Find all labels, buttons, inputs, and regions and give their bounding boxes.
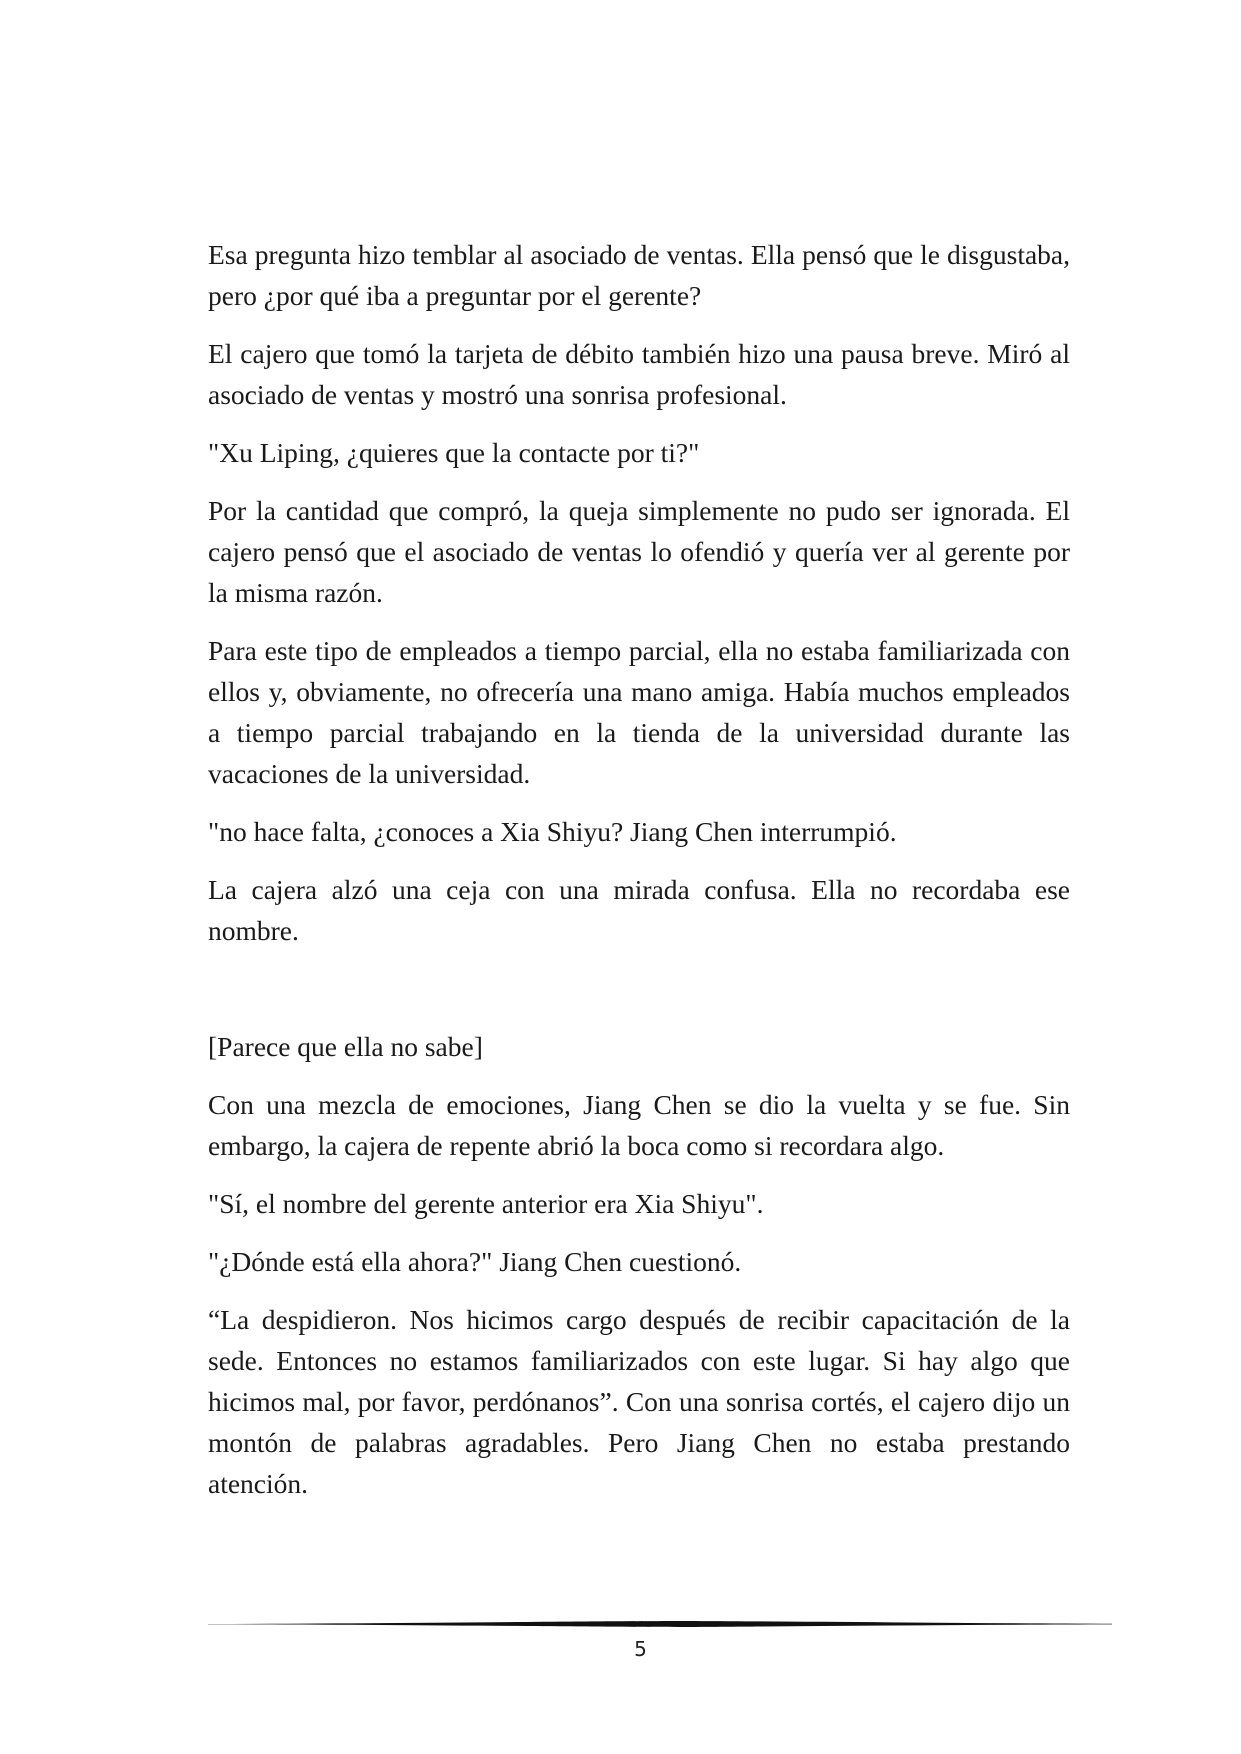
paragraph: Con una mezcla de emociones, Jiang Chen se dio la vuelta y se fue. Sin embargo, la cajera de repente abrió la boca como si recordara algo. xyxy=(208,1089,1070,1161)
paragraph: La cajera alzó una ceja con una mirada confusa. Ella no recordaba ese nombre. xyxy=(208,874,1070,946)
paragraph: "Sí, el nombre del gerente anterior era Xia Shiyu". xyxy=(208,1188,764,1219)
page-number: 5 xyxy=(634,1637,647,1661)
paragraph: [Parece que ella no sabe] xyxy=(208,1031,483,1062)
paragraph: "Xu Liping, ¿quieres que la contacte por ti?" xyxy=(208,437,700,468)
paragraph: Para este tipo de empleados a tiempo parcial, ella no estaba familiarizada con ellos y, obviamente, no ofrecería una mano amiga. Había muchos empleados a tiempo parcial trabajando en la tienda de la universidad durante las vacaciones de la universidad. xyxy=(208,635,1070,789)
paragraph: "¿Dónde está ella ahora?" Jiang Chen cuestionó. xyxy=(208,1246,742,1277)
body-text xyxy=(208,234,1070,1521)
paragraph: Esa pregunta hizo temblar al asociado de ventas. Ella pensó que le disgustaba, pero ¿por qué iba a preguntar por el gerente? xyxy=(208,239,1070,311)
paragraph: El cajero que tomó la tarjeta de débito también hizo una pausa breve. Miró al asociado de ventas y mostró una sonrisa profesional. xyxy=(208,338,1070,410)
paragraph: Por la cantidad que compró, la queja simplemente no pudo ser ignorada. El cajero pensó que el asociado de ventas lo ofendió y quería ver al gerente por la misma razón. xyxy=(208,495,1070,608)
paragraph: "no hace falta, ¿conoces a Xia Shiyu? Jiang Chen interrumpió. xyxy=(208,816,897,847)
footer-divider xyxy=(208,1618,1112,1630)
paragraph: “La despidieron. Nos hicimos cargo después de recibir capacitación de la sede. Entonces no estamos familiarizados con este lugar. Si hay algo que hicimos mal, por favor, perdónanos”. Con una sonrisa cortés, el cajero dijo un montón de palabras agradables. Pero Jiang Chen no estaba prestando atención. xyxy=(208,1304,1070,1499)
